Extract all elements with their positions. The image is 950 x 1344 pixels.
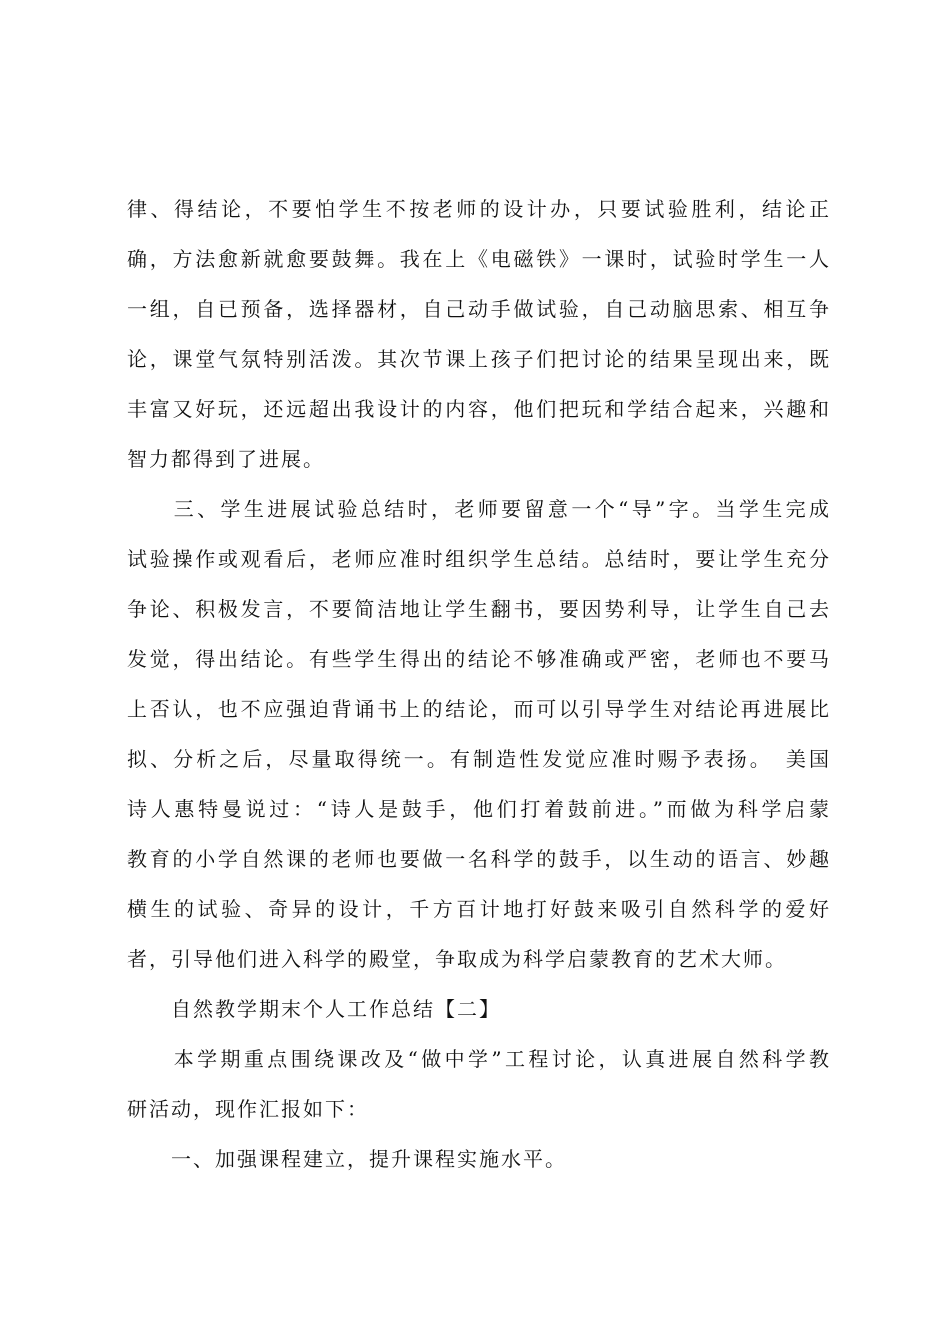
paragraph-experiment-encouragement xyxy=(127,184,831,484)
text-line: 教育的小学自然课的老师也要做一名科学的鼓手，以生动的语言、妙趣 xyxy=(127,847,831,871)
text-line: 律、得结论，不要怕学生不按老师的设计办，只要试验胜利，结论正 xyxy=(127,197,831,221)
text-line: 诗人惠特曼说过：“诗人是鼓手，他们打着鼓前进。”而做为科学启蒙 xyxy=(127,797,831,821)
text-line: 横生的试验、奇异的设计，千方百计地打好鼓来吸引自然科学的爱好 xyxy=(127,897,831,921)
text-line: 拟、分析之后，尽量取得统一。有制造性发觉应准时赐予表扬。 美国 xyxy=(127,747,831,771)
text-line: 上否认，也不应强迫背诵书上的结论，而可以引导学生对结论再进展比 xyxy=(127,697,831,721)
text-line: 者，引导他们进入科学的殿堂，争取成为科学启蒙教育的艺术大师。 xyxy=(127,947,787,971)
section-heading xyxy=(127,984,831,1034)
text-line: 一组，自已预备，选择器材，自己动手做试验，自己动脑思索、相互争 xyxy=(127,297,831,321)
paragraph-section-three xyxy=(127,484,831,984)
text-line: 论，课堂气氛特别活泼。其次节课上孩子们把讨论的结果呈现出来，既 xyxy=(127,347,831,371)
paragraph-intro xyxy=(127,1034,831,1134)
text-line: 争论、积极发言，不要简洁地让学生翻书，要因势利导，让学生自己去 xyxy=(127,597,831,621)
text-line: 三、学生进展试验总结时，老师要留意一个“导”字。当学生完成 xyxy=(127,497,831,521)
paragraph-item-one xyxy=(127,1134,831,1184)
text-line: 确，方法愈新就愈要鼓舞。我在上《电磁铁》一课时，试验时学生一人 xyxy=(127,247,831,271)
text-line: 本学期重点围绕课改及“做中学”工程讨论，认真进展自然科学教 xyxy=(127,1047,831,1071)
text-line: 研活动，现作汇报如下： xyxy=(127,1097,369,1121)
text-line: 一、加强课程建立，提升课程实施水平。 xyxy=(127,1147,567,1171)
document-body xyxy=(127,184,831,1184)
text-line: 发觉，得出结论。有些学生得出的结论不够准确或严密，老师也不要马 xyxy=(127,647,831,671)
text-line: 智力都得到了进展。 xyxy=(127,447,325,471)
text-line: 丰富又好玩，还远超出我设计的内容，他们把玩和学结合起来，兴趣和 xyxy=(127,397,831,421)
heading-text: 自然教学期末个人工作总结【二】 xyxy=(127,997,501,1021)
text-line: 试验操作或观看后，老师应准时组织学生总结。总结时，要让学生充分 xyxy=(127,547,831,571)
